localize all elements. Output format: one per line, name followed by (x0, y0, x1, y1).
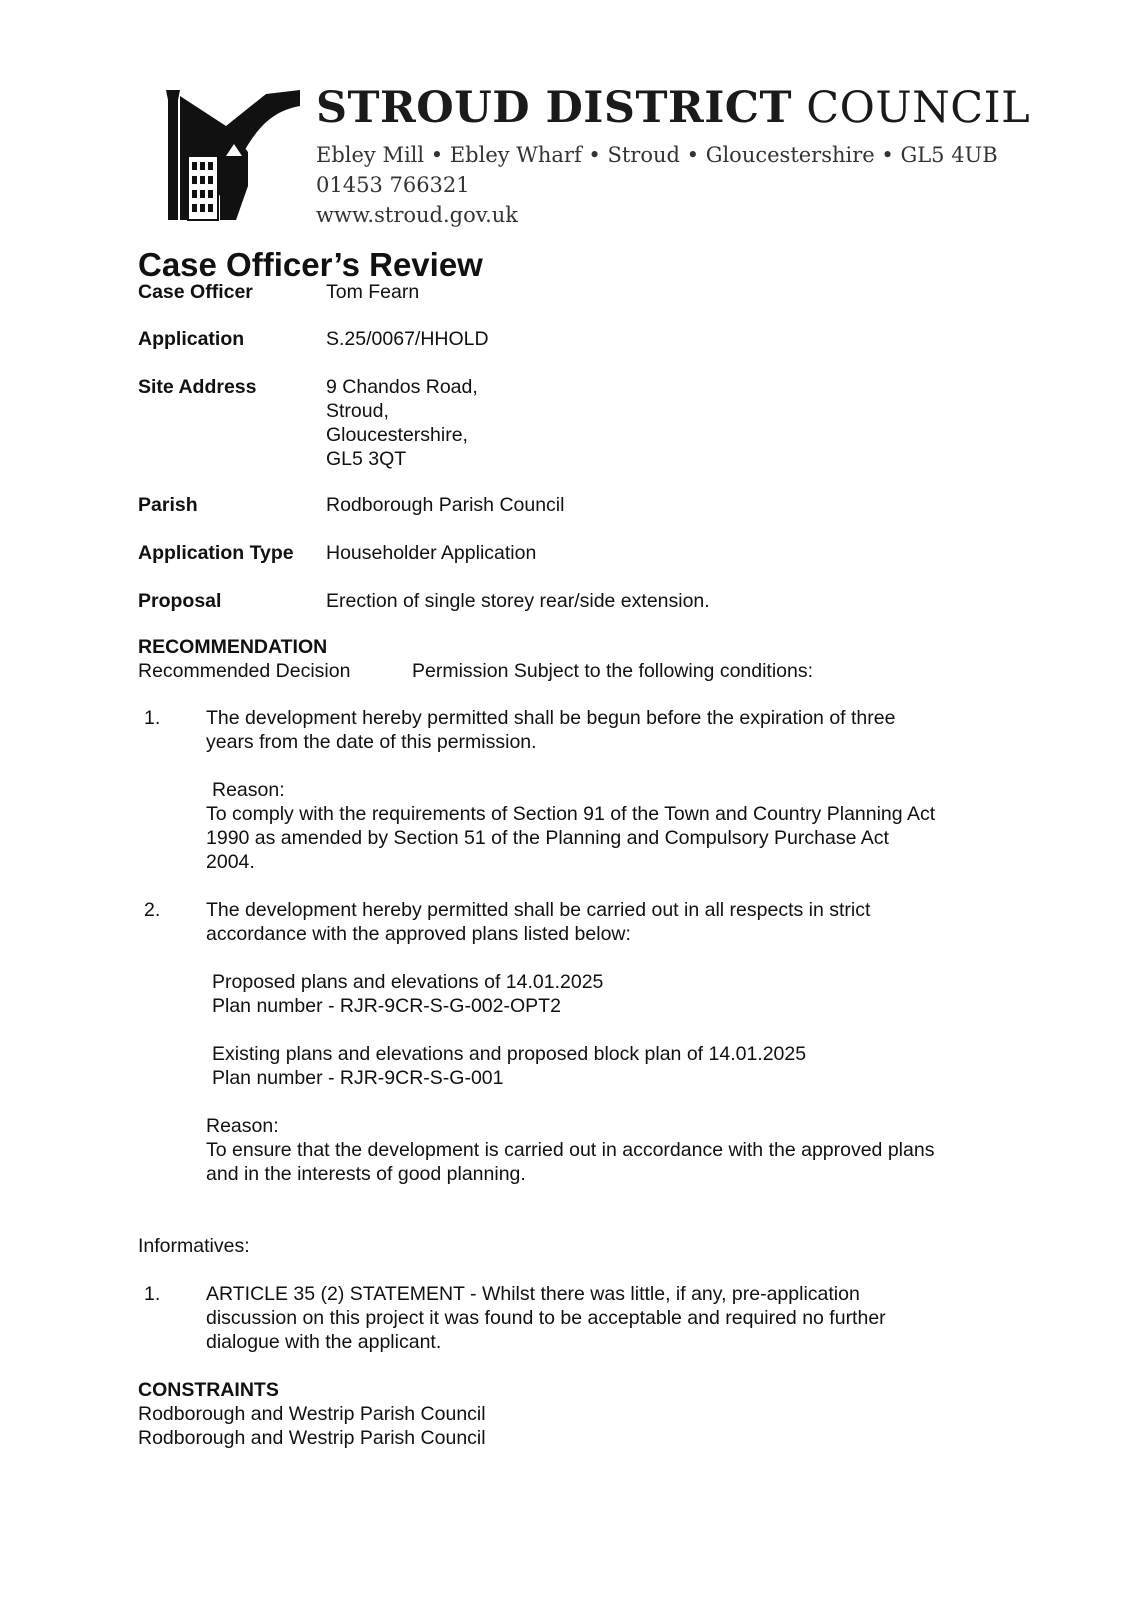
condition-text (206, 706, 1006, 754)
site-address-value (326, 375, 478, 471)
org-name-light: COUNCIL (806, 83, 1031, 133)
org-name-bold: STROUD DISTRICT (316, 83, 793, 133)
condition-reason-line: and in the interests of good planning. (206, 1163, 526, 1185)
condition-number: 1. (144, 707, 161, 729)
condition-number: 2. (144, 899, 161, 921)
application-label: Application (138, 328, 245, 350)
condition-reason-label: Reason: (206, 1115, 279, 1137)
approved-plan-line: Proposed plans and elevations of 14.01.2025 (212, 971, 604, 993)
recommended-decision-label: Recommended Decision (138, 660, 351, 682)
recommended-decision-value: Permission Subject to the following conditions: (412, 660, 814, 682)
informative-text-line: discussion on this project it was found to be acceptable and required no further (206, 1307, 886, 1329)
informative-text-line: dialogue with the applicant. (206, 1331, 442, 1353)
approved-plan (212, 970, 1012, 1018)
condition-text (206, 898, 1006, 946)
page-title: Case Officer’s Review (138, 246, 483, 283)
application-type-label: Application Type (138, 542, 294, 564)
approved-plan-line: Plan number - RJR-9CR-S-G-001 (212, 1067, 504, 1089)
condition-reason-line: To comply with the requirements of Section 91 of the Town and Country Planning Act (206, 803, 936, 825)
site-address-line: GL5 3QT (326, 448, 407, 470)
condition-text-line: accordance with the approved plans listed below: (206, 923, 631, 945)
parish-value: Rodborough Parish Council (326, 494, 565, 516)
org-name (316, 82, 1030, 134)
application-type-value: Householder Application (326, 542, 537, 564)
condition-reason-line: 2004. (206, 851, 255, 873)
approved-plan-line: Existing plans and elevations and proposed block plan of 14.01.2025 (212, 1043, 807, 1065)
org-address: Ebley Mill • Ebley Wharf • Stroud • Gloucestershire • GL5 4UB (316, 143, 998, 167)
site-address-label: Site Address (138, 376, 257, 398)
informative-number: 1. (144, 1283, 161, 1305)
condition-reason-line: To ensure that the development is carried out in accordance with the approved plans (206, 1139, 935, 1161)
condition-reason (206, 1138, 1006, 1186)
constraint-item: Rodborough and Westrip Parish Council (138, 1427, 486, 1449)
informatives-heading: Informatives: (138, 1235, 250, 1257)
case-officer-value: Tom Fearn (326, 281, 420, 303)
site-address-line: 9 Chandos Road, (326, 376, 478, 398)
approved-plan-line: Plan number - RJR-9CR-S-G-002-OPT2 (212, 995, 561, 1017)
condition-text-line: years from the date of this permission. (206, 731, 537, 753)
constraints-heading: CONSTRAINTS (138, 1379, 279, 1401)
proposal-label: Proposal (138, 590, 222, 612)
approved-plan (212, 1042, 1012, 1090)
informative-text-line: ARTICLE 35 (2) STATEMENT - Whilst there was little, if any, pre-application (206, 1283, 860, 1305)
site-address-line: Gloucestershire, (326, 424, 468, 446)
org-website: www.stroud.gov.uk (316, 203, 519, 227)
informative-text (206, 1282, 1006, 1354)
org-phone: 01453 766321 (316, 173, 470, 197)
recommendation-heading: RECOMMENDATION (138, 636, 328, 658)
application-value: S.25/0067/HHOLD (326, 328, 489, 350)
parish-label: Parish (138, 494, 198, 516)
proposal-value: Erection of single storey rear/side extension. (326, 590, 710, 612)
condition-text-line: The development hereby permitted shall be begun before the expiration of three (206, 707, 896, 729)
condition-reason-label: Reason: (212, 779, 285, 801)
condition-text-line: The development hereby permitted shall be carried out in all respects in strict (206, 899, 871, 921)
condition-reason-line: 1990 as amended by Section 51 of the Planning and Compulsory Purchase Act (206, 827, 889, 849)
constraint-item: Rodborough and Westrip Parish Council (138, 1403, 486, 1425)
site-address-line: Stroud, (326, 400, 389, 422)
stroud-mill-logo-icon (166, 86, 300, 224)
condition-reason (206, 802, 1006, 874)
case-officer-label: Case Officer (138, 281, 253, 303)
